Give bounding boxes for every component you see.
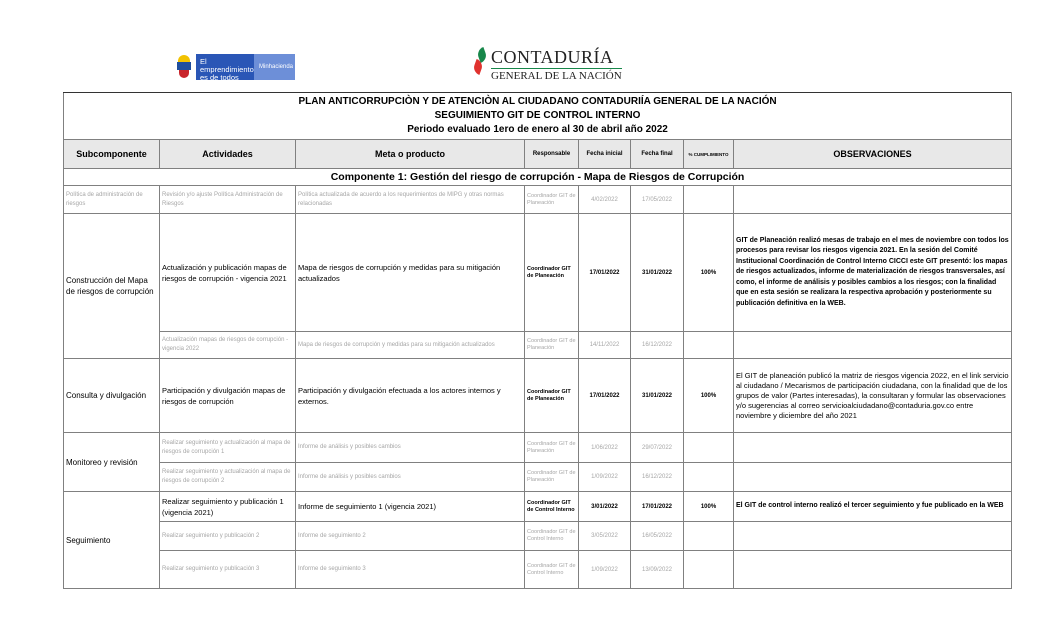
fecha-inicial-cell: 1/06/2022: [579, 433, 631, 463]
observaciones-cell: El GIT de planeación publicó la matriz de riesgos vigencia 2022, en el link servicio al ciudadano / Mecarismos de participación ciudadana, con la finalidad que de los grupos de valor (Partes interesadas), la consultaran y formular las observaciones y/o sugerencias al correo servicioalciudadano@contaduria.gov.co entre noviembre y diciembre del año 2021: [734, 359, 1012, 433]
observaciones-cell: [734, 433, 1012, 463]
table-row: [64, 463, 1012, 492]
observaciones-cell: [734, 522, 1012, 551]
table-row: [64, 551, 1012, 589]
responsable-cell: Coordinador GIT de Control Interno: [525, 522, 579, 551]
col-subcomponente: Subcomponente: [64, 140, 160, 169]
subcomponent-cell: Monitoreo y revisión: [64, 433, 160, 492]
activity-cell: Realizar seguimiento y publicación 2: [160, 522, 296, 551]
col-actividades: Actividades: [160, 140, 296, 169]
meta-cell: Mapa de riesgos de corrupción y medidas para su mitigación actualizados: [296, 214, 525, 332]
fecha-final-cell: 31/01/2022: [631, 214, 684, 332]
fecha-inicial-cell: 4/02/2022: [579, 186, 631, 214]
meta-cell: Informe de seguimiento 3: [296, 551, 525, 589]
responsable-cell: Coordinador GIT de Planeación: [525, 214, 579, 332]
activity-cell: Realizar seguimiento y actualización al mapa de riesgos de corrupción 1: [160, 433, 296, 463]
meta-cell: Informe de análisis y posibles cambios: [296, 463, 525, 492]
fecha-inicial-cell: 1/09/2022: [579, 463, 631, 492]
fecha-final-cell: 16/12/2022: [631, 463, 684, 492]
fecha-inicial-cell: 1/09/2022: [579, 551, 631, 589]
fecha-final-cell: 17/05/2022: [631, 186, 684, 214]
table-title: PLAN ANTICORRUPCIÒN Y DE ATENCIÒN AL CIUDADANO CONTADURIÍA GENERAL DE LA NACIÓN SEGUIMIENTO GIT DE CONTROL INTERNO Periodo evaluado 1ero de enero al 30 de abril año 2022: [64, 93, 1012, 140]
fecha-inicial-cell: 17/01/2022: [579, 359, 631, 433]
observaciones-cell: [734, 186, 1012, 214]
fecha-inicial-cell: 3/01/2022: [579, 492, 631, 522]
cumplimiento-cell: 100%: [684, 359, 734, 433]
cumplimiento-cell: [684, 463, 734, 492]
activity-cell: Realizar seguimiento y actualización al mapa de riesgos de corrupción 2: [160, 463, 296, 492]
component-title: Componente 1: Gestión del riesgo de corrupción - Mapa de Riesgos de Corrupción: [64, 169, 1012, 186]
responsable-cell: Coordinador GIT de Control Interno: [525, 551, 579, 589]
activity-cell: Participación y divulgación mapas de riesgos de corrupción: [160, 359, 296, 433]
plan-table: [63, 92, 1012, 589]
leaf-icon: [474, 48, 488, 80]
observaciones-cell: [734, 332, 1012, 359]
header-row: [64, 140, 1012, 169]
contaduria-logo: [474, 48, 622, 82]
responsable-cell: Coordinador GIT de Planeación: [525, 463, 579, 492]
table-row: [64, 359, 1012, 433]
cumplimiento-cell: [684, 332, 734, 359]
fecha-final-cell: 13/09/2022: [631, 551, 684, 589]
observaciones-cell: El GIT de control interno realizó el tercer seguimiento y fue publicado en la WEB: [734, 492, 1012, 522]
subcomponent-cell: Seguimiento: [64, 492, 160, 589]
table-row: [64, 522, 1012, 551]
coat-of-arms-icon: [176, 55, 192, 79]
table-row: [64, 492, 1012, 522]
meta-cell: Informe de seguimiento 1 (vigencia 2021): [296, 492, 525, 522]
fecha-inicial-cell: 17/01/2022: [579, 214, 631, 332]
col-cumplimiento: % CUMPLIMIENTO: [684, 140, 734, 169]
responsable-cell: Coordinador GIT de Planeación: [525, 433, 579, 463]
government-logo: [176, 52, 295, 82]
contaduria-title: CONTADURÍA: [491, 47, 614, 67]
col-fecha-final: Fecha final: [631, 140, 684, 169]
subcomponent-cell: Política de administración de riesgos: [64, 186, 160, 214]
cumplimiento-cell: 100%: [684, 492, 734, 522]
fecha-inicial-cell: 3/05/2022: [579, 522, 631, 551]
table-row: [64, 214, 1012, 332]
col-observaciones: OBSERVACIONES: [734, 140, 1012, 169]
subcomponent-cell: Consulta y divulgación: [64, 359, 160, 433]
responsable-cell: Coordinador GIT de Planeación: [525, 332, 579, 359]
cumplimiento-cell: [684, 433, 734, 463]
contaduria-subtitle: GENERAL DE LA NACIÓN: [491, 70, 622, 82]
meta-cell: Política actualizada de acuerdo a los requerimientos de MIPG y otras normas relacionadas: [296, 186, 525, 214]
col-meta: Meta o producto: [296, 140, 525, 169]
fecha-final-cell: 16/05/2022: [631, 522, 684, 551]
col-fecha-inicial: Fecha inicial: [579, 140, 631, 169]
meta-cell: Participación y divulgación efectuada a los actores internos y externos.: [296, 359, 525, 433]
fecha-final-cell: 16/12/2022: [631, 332, 684, 359]
observaciones-cell: [734, 551, 1012, 589]
activity-cell: Realizar seguimiento y publicación 3: [160, 551, 296, 589]
col-responsable: Responsable: [525, 140, 579, 169]
observaciones-cell: GIT de Planeación realizó mesas de trabajo en el mes de noviembre con todos los procesos para revisar los riesgos vigencia 2021. En la sesión del Comité Institucional Coordinación de Control Interno CICCI este GIT presentó: los mapas de riesgos actualizados, informe de materialización de riesgos transversales, así como, el informe de análisis y posibles cambios a los riesgos; con la finalidad que en esta sesión se realizara la respectiva aprobación y posteriormente su publicación definitiva en la WEB.: [734, 214, 1012, 332]
fecha-final-cell: 29/07/2022: [631, 433, 684, 463]
activity-cell: Actualización mapas de riesgos de corrupción - vigencia 2022: [160, 332, 296, 359]
gov-slogan: El emprendimiento es de todos: [196, 54, 254, 80]
table-row: [64, 433, 1012, 463]
table-row: [64, 332, 1012, 359]
subcomponent-cell: Construcción del Mapa de riesgos de corrupción: [64, 214, 160, 359]
table-row: [64, 186, 1012, 214]
activity-cell: Realizar seguimiento y publicación 1 (vigencia 2021): [160, 492, 296, 522]
cumplimiento-cell: [684, 551, 734, 589]
meta-cell: Mapa de riesgos de corrupción y medidas para su mitigación actualizados: [296, 332, 525, 359]
responsable-cell: Coordinador GIT de Planeación: [525, 359, 579, 433]
cumplimiento-cell: 100%: [684, 214, 734, 332]
activity-cell: Actualización y publicación mapas de riesgos de corrupción - vigencia 2021: [160, 214, 296, 332]
meta-cell: Informe de análisis y posibles cambios: [296, 433, 525, 463]
cumplimiento-cell: [684, 186, 734, 214]
ministry-label: Minhacienda: [254, 54, 295, 80]
cumplimiento-cell: [684, 522, 734, 551]
header-logos: [0, 0, 1050, 92]
fecha-inicial-cell: 14/11/2022: [579, 332, 631, 359]
fecha-final-cell: 17/01/2022: [631, 492, 684, 522]
meta-cell: Informe de seguimiento 2: [296, 522, 525, 551]
responsable-cell: Coordinador GIT de Control Interno: [525, 492, 579, 522]
fecha-final-cell: 31/01/2022: [631, 359, 684, 433]
responsable-cell: Coordinador GIT de Planeación: [525, 186, 579, 214]
observaciones-cell: [734, 463, 1012, 492]
activity-cell: Revisión y/o ajuste Política Administración de Riesgos: [160, 186, 296, 214]
